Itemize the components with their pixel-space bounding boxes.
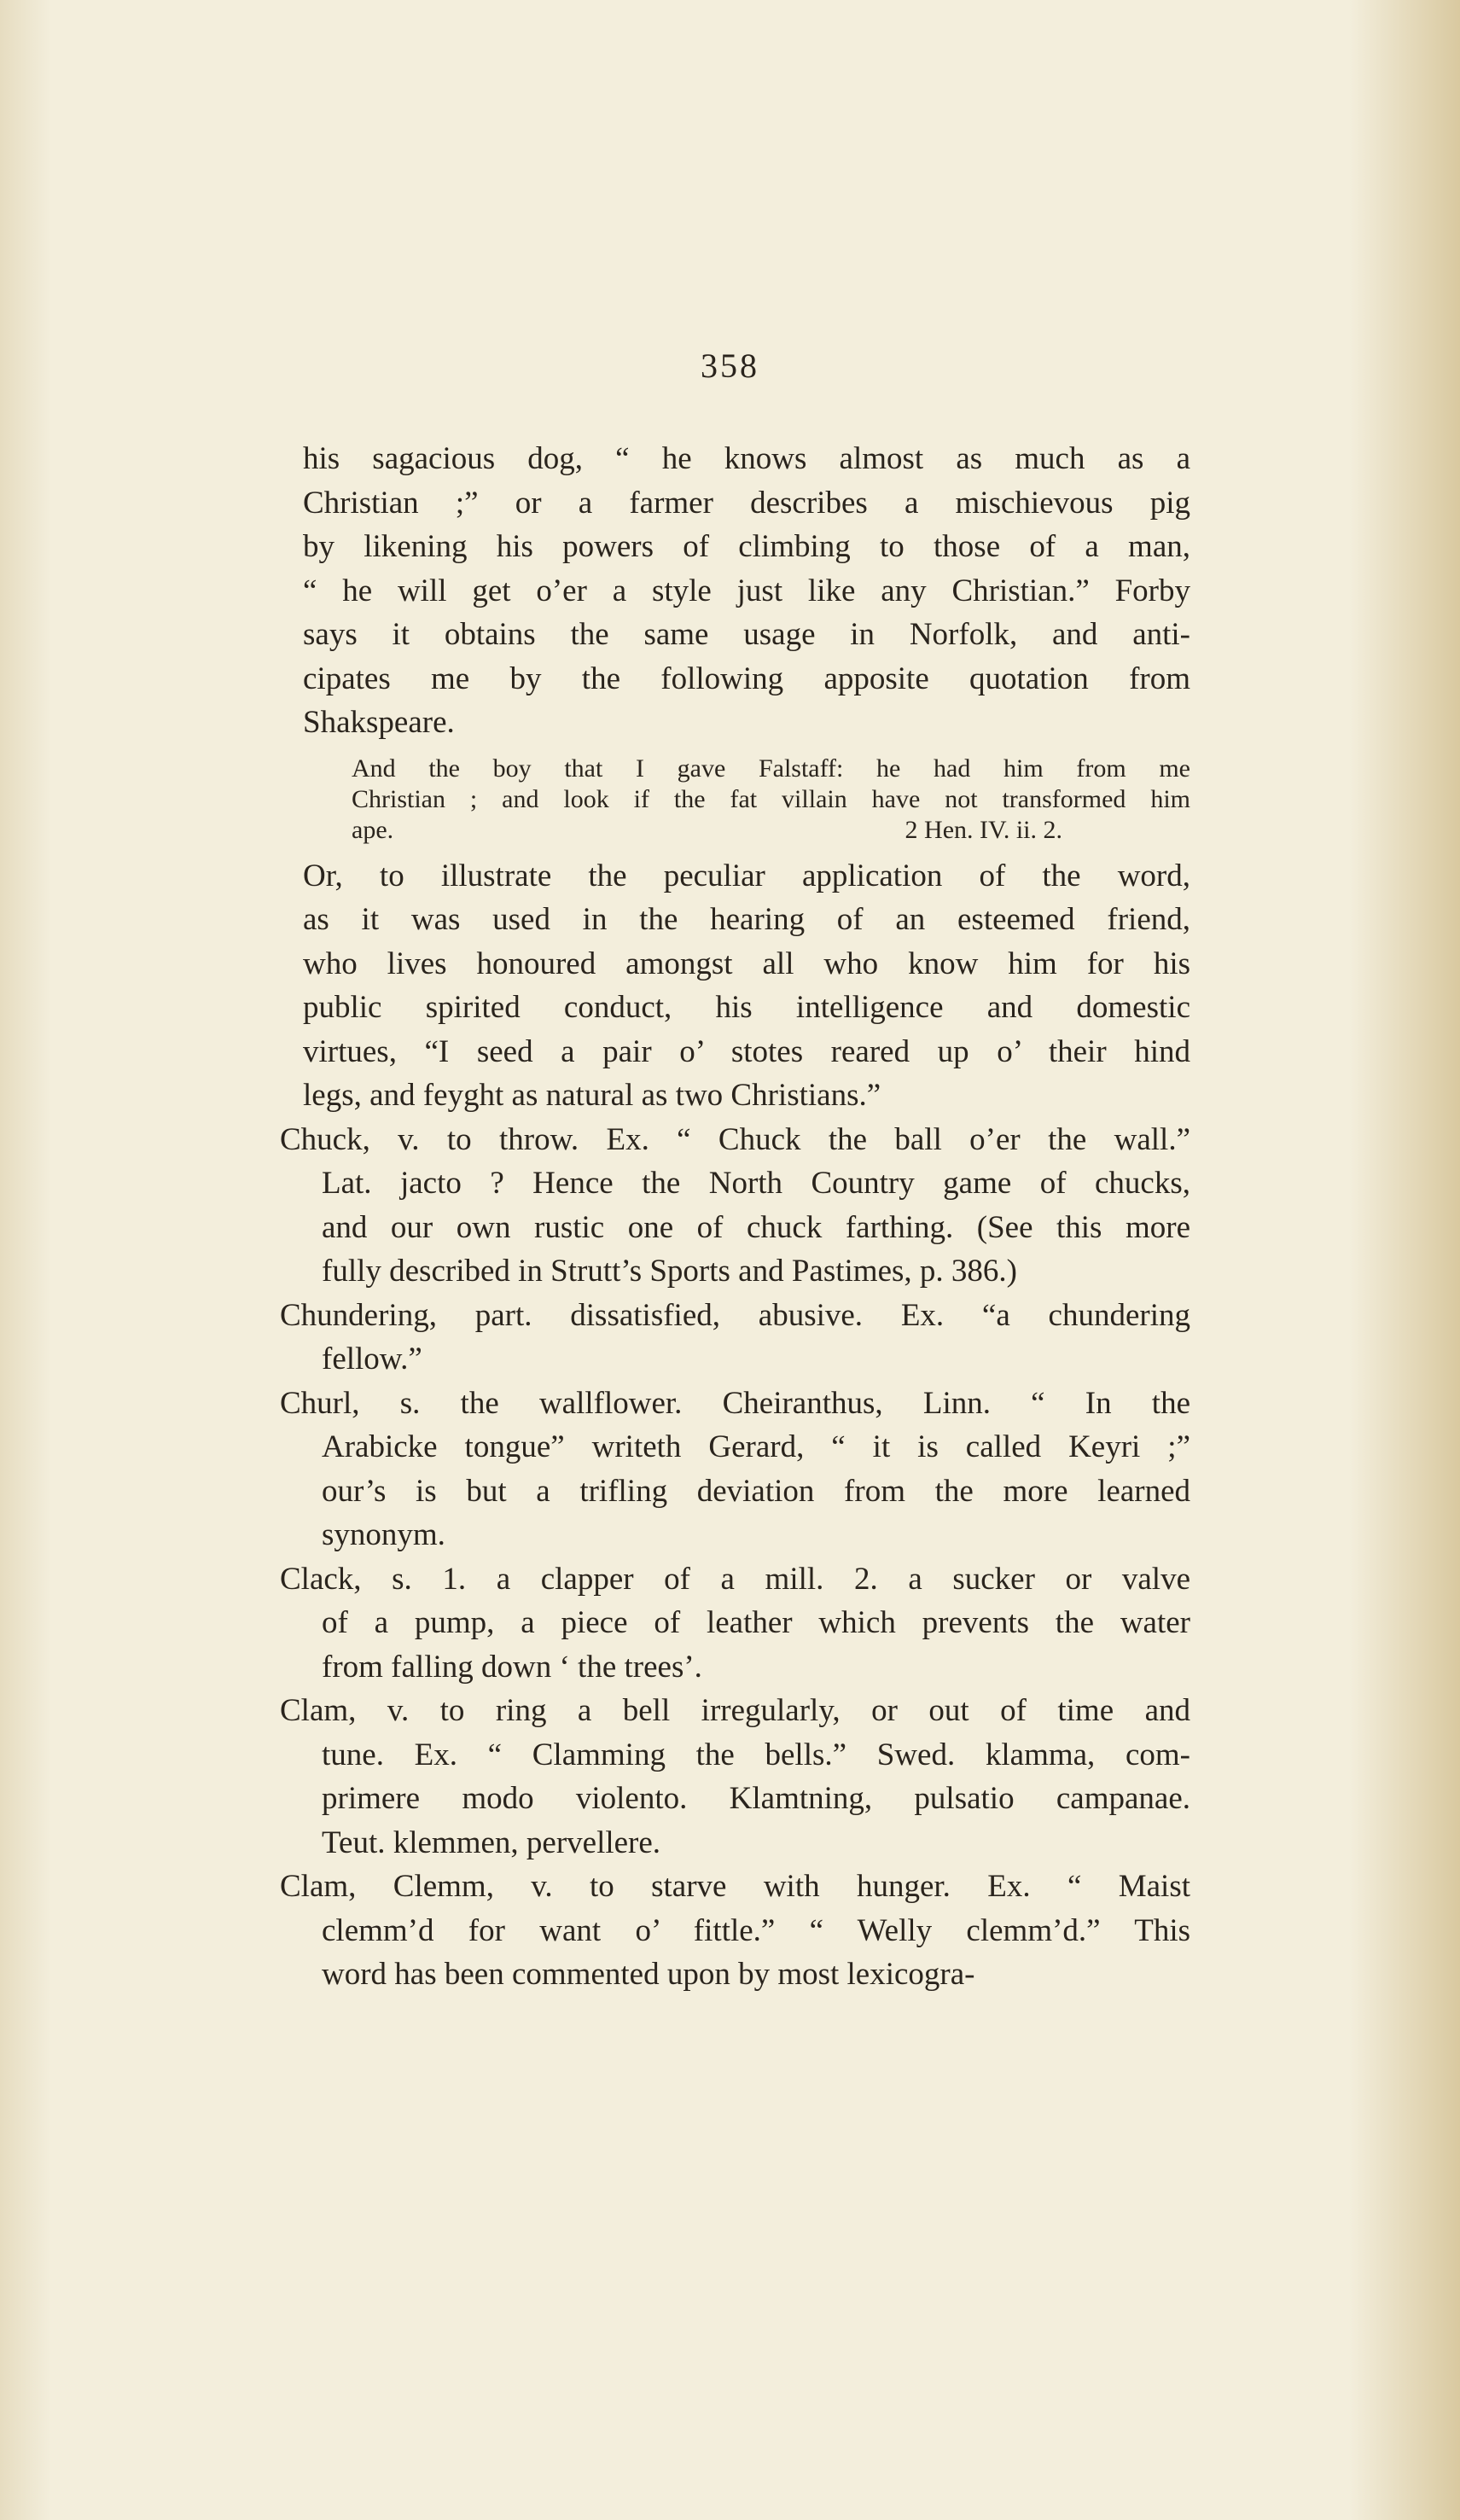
entry-text-line: tune. Ex. “ Clamming the bells.” Swed. klamma, com- — [322, 1737, 1190, 1772]
quote-line: And the boy that I gave Falstaff: he had him from me — [352, 754, 1190, 783]
page-number: 358 — [701, 346, 759, 385]
text-line: Shakspeare. — [303, 705, 455, 740]
quote-reference-line — [352, 815, 1190, 846]
text-line: as it was used in the hearing of an esteemed friend, — [303, 902, 1190, 937]
text-line: cipates me by the following apposite quotation from — [303, 661, 1190, 696]
entry-text-line: Lat. jacto ? Hence the North Country game of chucks, — [322, 1166, 1190, 1201]
opening-paragraph — [303, 437, 1190, 745]
entry-text-line: from falling down ‘ the trees’. — [322, 1649, 702, 1685]
entry-text-line: fellow.” — [322, 1341, 422, 1376]
quote-line-end: ape. — [352, 815, 394, 844]
text-line: who lives honoured amongst all who know him for his — [303, 946, 1190, 981]
glossary-entry-chuck — [280, 1118, 1190, 1294]
entry-text-line: Arabicke tongue” writeth Gerard, “ it is called Keyri ;” — [322, 1429, 1190, 1464]
glossary-entry-churl — [280, 1382, 1190, 1557]
main-text — [280, 437, 1190, 1997]
entry-text-line: our’s is but a trifling deviation from the more learned — [322, 1473, 1190, 1509]
text-line: legs, and feyght as natural as two Christians.” — [303, 1078, 881, 1113]
entry-text-line: fully described in Strutt’s Sports and Pastimes, p. 386.) — [322, 1254, 1017, 1289]
text-line: Or, to illustrate the peculiar application of the word, — [303, 858, 1190, 893]
glossary-entries — [280, 1118, 1190, 1997]
entry-text-line: primere modo violento. Klamtning, pulsatio campanae. — [322, 1781, 1190, 1816]
text-line: virtues, “I seed a pair o’ stotes reared up o’ their hind — [303, 1033, 1190, 1069]
continuation-paragraph — [303, 854, 1190, 1118]
text-line: Christian ;” or a farmer describes a mischievous pig — [303, 485, 1190, 521]
glossary-entry-clam-starve — [280, 1865, 1190, 1997]
entry-text-line: of a pump, a piece of leather which prevents the water — [322, 1605, 1190, 1640]
entry-text-line: word has been commented upon by most lexicogra- — [322, 1957, 975, 1992]
text-line: says it obtains the same usage in Norfolk, and anti- — [303, 617, 1190, 652]
entry-headword-line: Clam, v. to ring a bell irregularly, or out of time and — [280, 1693, 1190, 1728]
shakespeare-quotation — [303, 754, 1190, 846]
entry-headword-line: Chuck, v. to throw. Ex. “ Chuck the ball o’er the wall.” — [280, 1121, 1190, 1157]
text-line: “ he will get o’er a style just like any Christian.” Forby — [303, 573, 1190, 608]
glossary-entry-clam-ring — [280, 1689, 1190, 1865]
text-line: his sagacious dog, “ he knows almost as much as a — [303, 441, 1190, 476]
entry-text-line: Teut. klemmen, pervellere. — [322, 1825, 661, 1860]
entry-text-line: and our own rustic one of chuck farthing. (See this more — [322, 1209, 1190, 1245]
quote-line: Christian ; and look if the fat villain have not transformed him — [352, 784, 1190, 813]
entry-headword-line: Clam, Clemm, v. to starve with hunger. Ex. “ Maist — [280, 1869, 1190, 1904]
text-line: by likening his powers of climbing to those of a man, — [303, 529, 1190, 564]
entry-text-line: clemm’d for want o’ fittle.” “ Welly clemm’d.” This — [322, 1912, 1190, 1948]
glossary-entry-chundering — [280, 1294, 1190, 1382]
entry-headword-line: Chundering, part. dissatisfied, abusive. Ex. “a chundering — [280, 1297, 1190, 1333]
entry-headword-line: Clack, s. 1. a clapper of a mill. 2. a sucker or valve — [280, 1561, 1190, 1597]
entry-text-line: synonym. — [322, 1517, 445, 1552]
quote-citation: 2 Hen. IV. ii. 2. — [905, 815, 1062, 844]
entry-headword-line: Churl, s. the wallflower. Cheiranthus, Linn. “ In the — [280, 1385, 1190, 1421]
glossary-entry-clack — [280, 1557, 1190, 1690]
text-line: public spirited conduct, his intelligence and domestic — [303, 990, 1190, 1025]
